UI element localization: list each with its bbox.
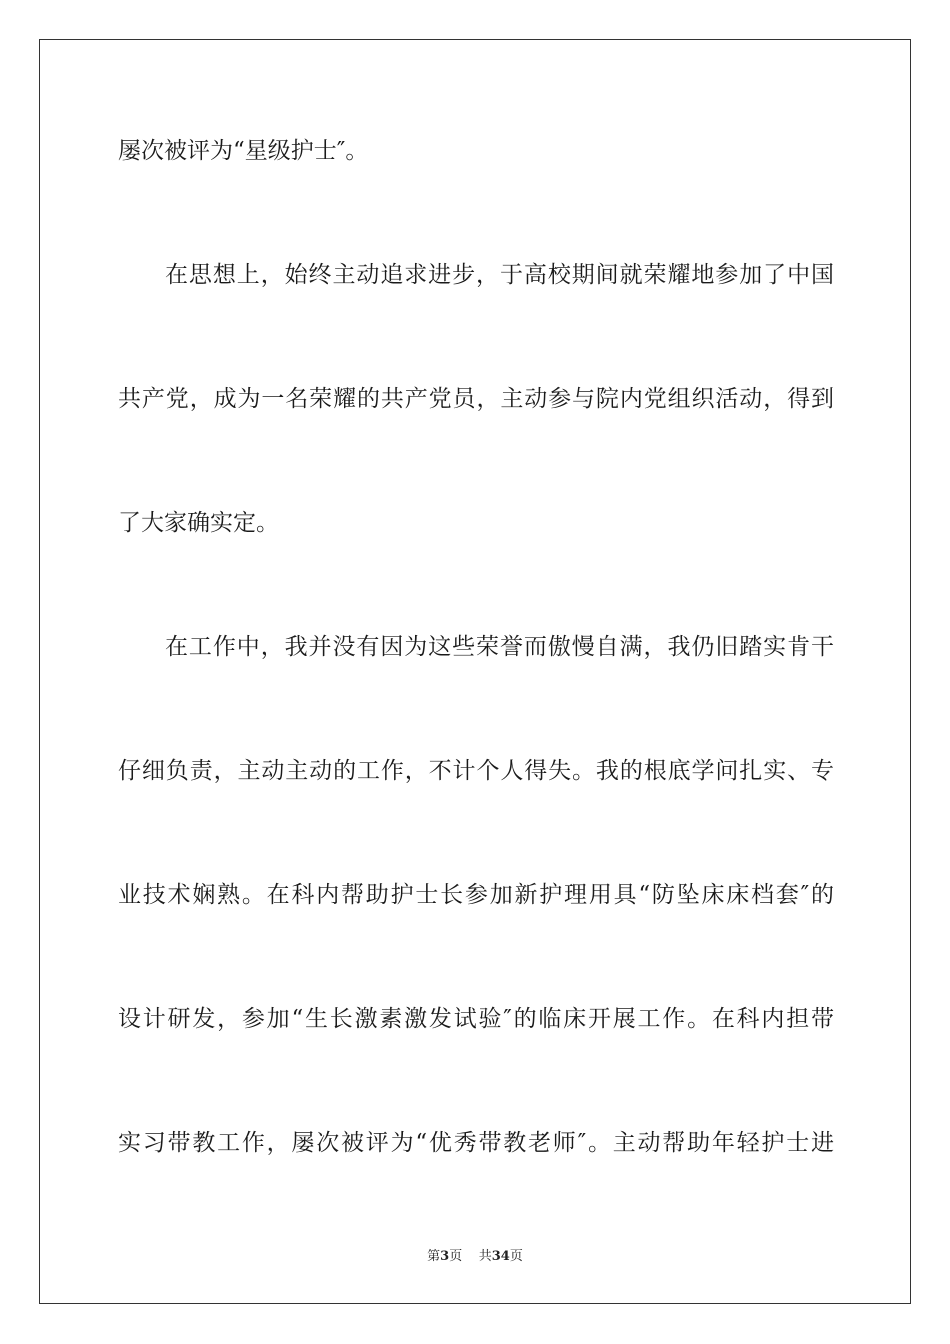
total-label-suffix: 页 xyxy=(509,1249,523,1264)
text-line-1: 屡次被评为“星级护士″。 xyxy=(118,138,369,164)
page-border xyxy=(39,39,911,1304)
total-pages: 34 xyxy=(491,1249,510,1264)
text-line-5: 在工作中，我并没有因为这些荣誉而傲慢自满，我仍旧踏实肯干 xyxy=(165,634,834,660)
text-line-2: 在思想上，始终主动追求进步，于高校期间就荣耀地参加了中国 xyxy=(165,262,834,288)
text-line-9: 实习带教工作，屡次被评为“优秀带教老师″。主动帮助年轻护士进 xyxy=(118,1130,834,1156)
page-label-prefix: 第 xyxy=(427,1249,441,1264)
text-line-8: 设计研发，参加“生长激素激发试验″的临床开展工作。在科内担带 xyxy=(118,1006,834,1032)
text-line-3: 共产党，成为一名荣耀的共产党员，主动参与院内党组织活动，得到 xyxy=(118,386,834,412)
page-footer xyxy=(0,1248,950,1266)
text-line-4: 了大家确实定。 xyxy=(118,510,279,536)
total-label-prefix: 共 xyxy=(478,1249,492,1264)
page-label-suffix: 页 xyxy=(449,1249,463,1264)
page-number: 3 xyxy=(440,1249,450,1264)
text-line-6: 仔细负责，主动主动的工作，不计个人得失。我的根底学问扎实、专 xyxy=(118,758,834,784)
text-line-7: 业技术娴熟。在科内帮助护士长参加新护理用具“防坠床床档套″的 xyxy=(118,882,834,908)
